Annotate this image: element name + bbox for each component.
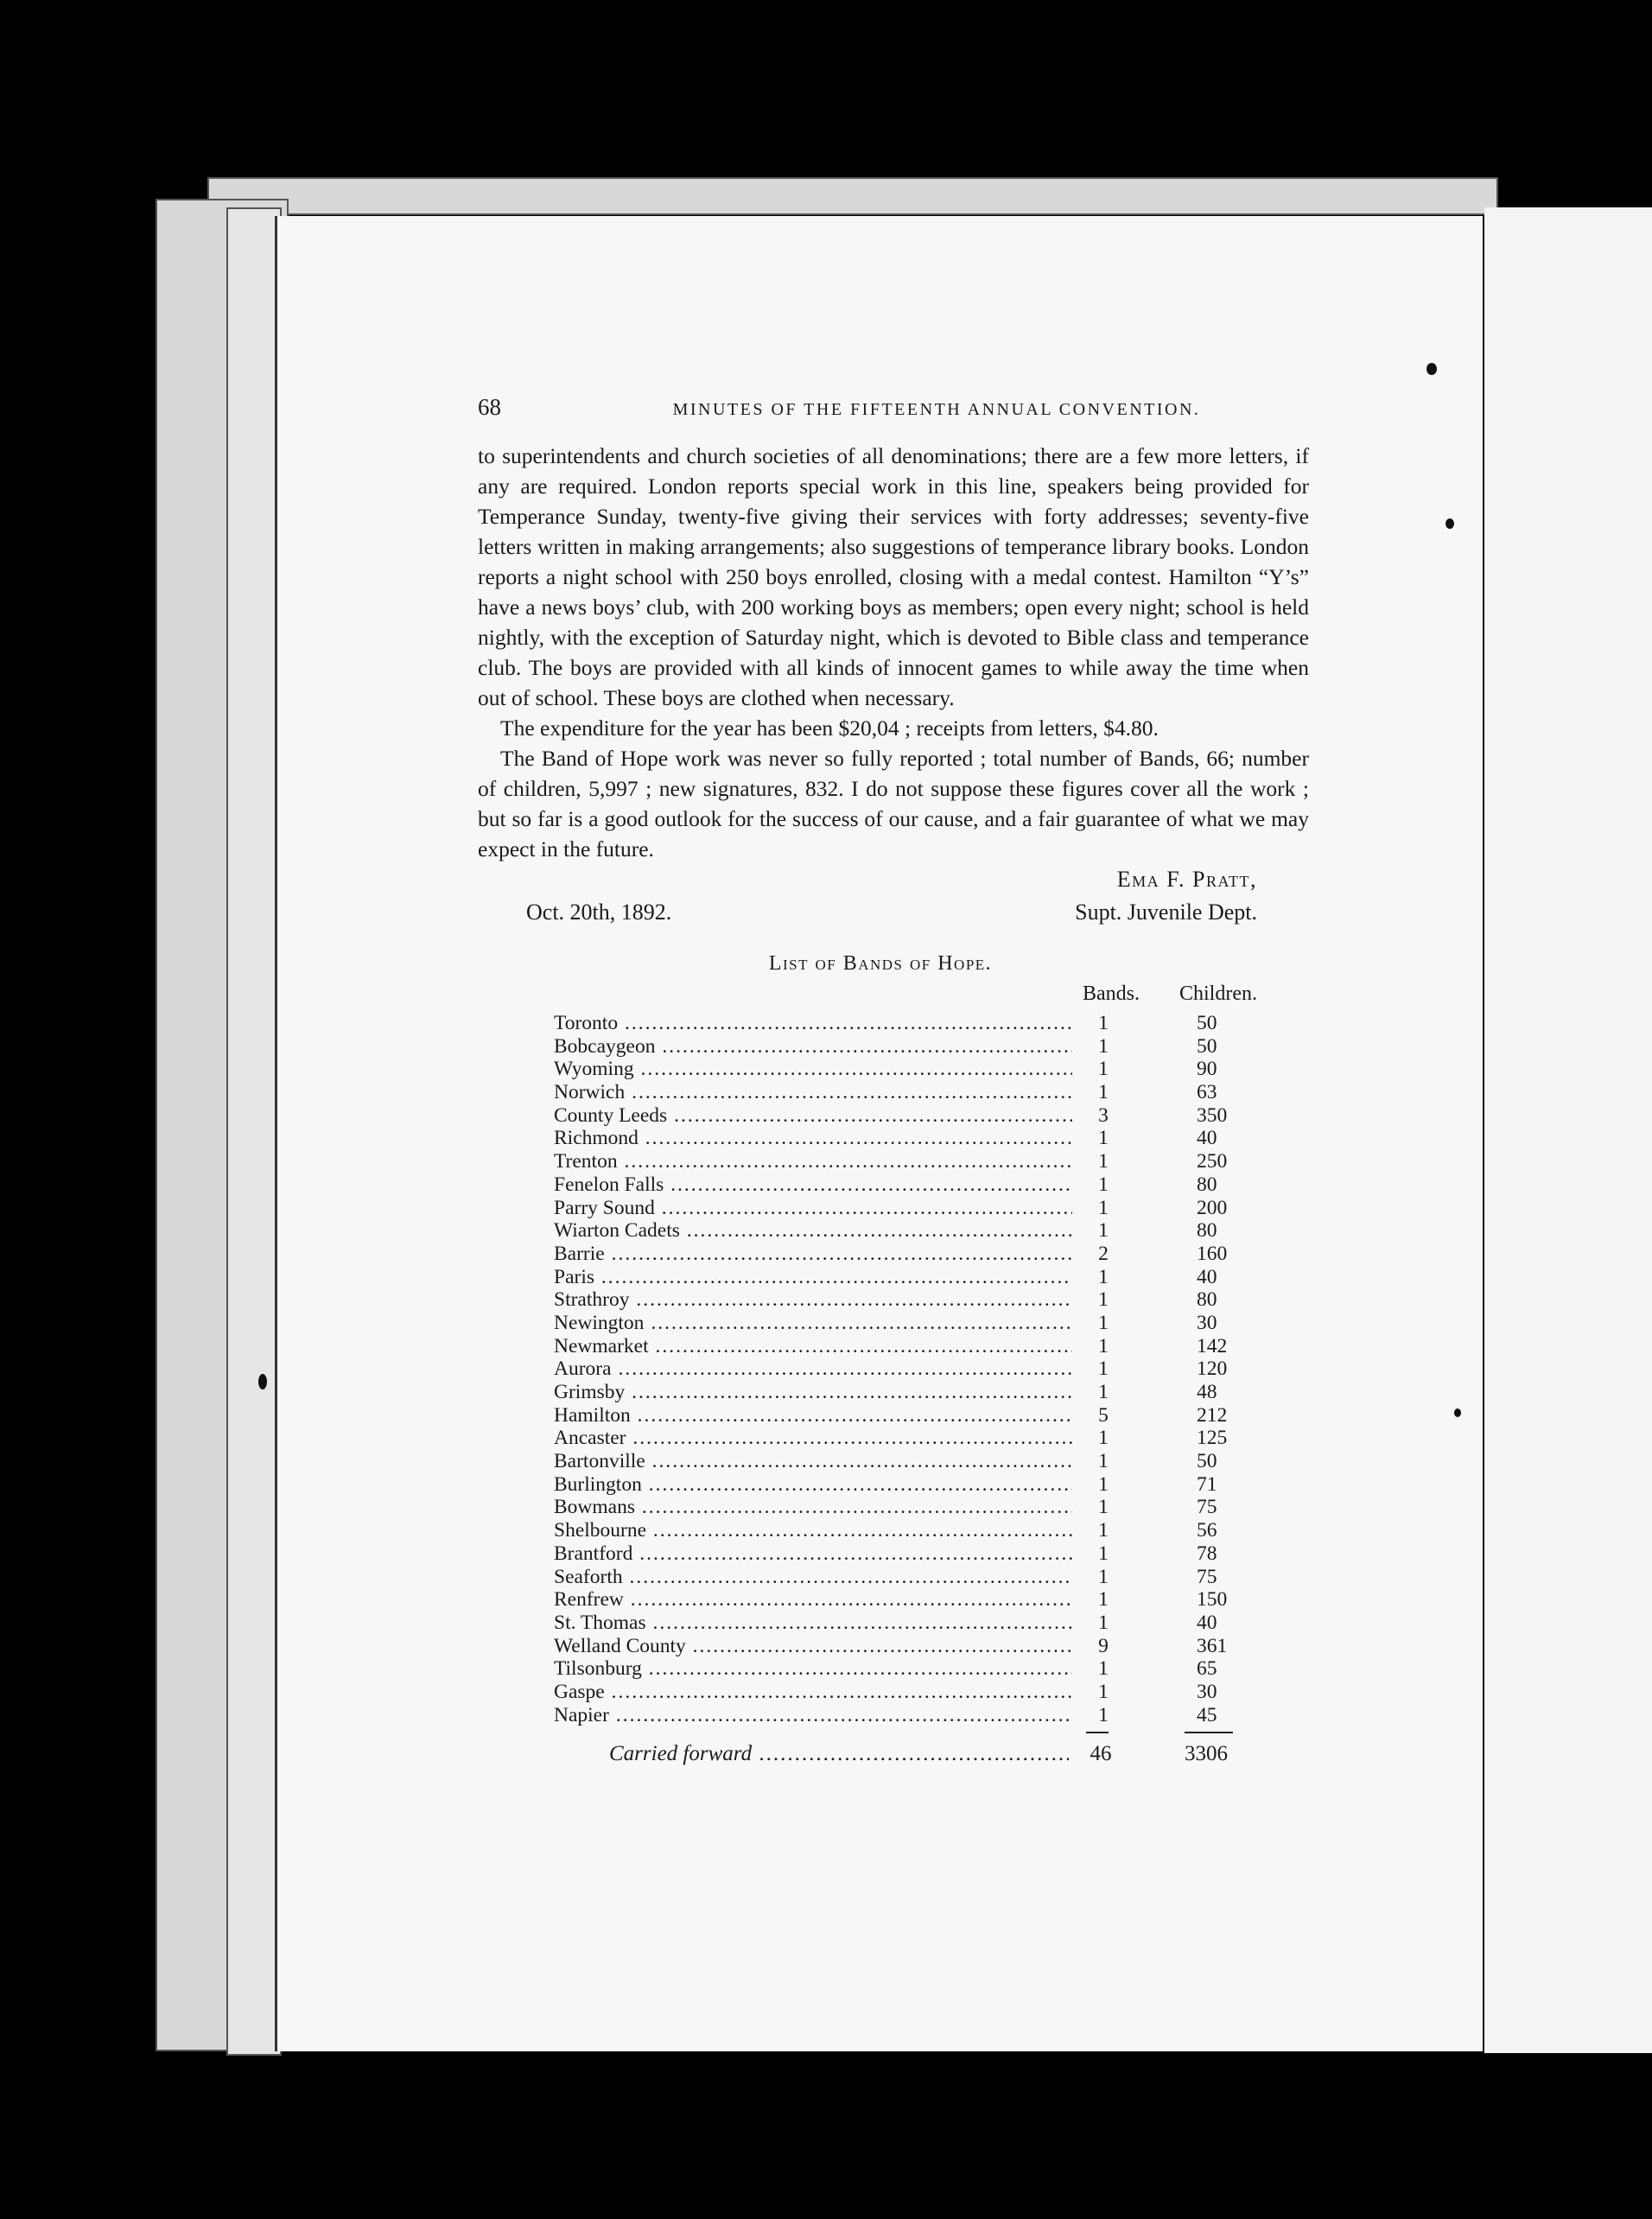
- band-name: [554, 1657, 1072, 1681]
- band-name-text: Napier: [554, 1703, 609, 1726]
- page-stack-edge: [207, 177, 1498, 215]
- band-name: [554, 1681, 1072, 1704]
- list-title: List of Bands of Hope.: [768, 952, 993, 975]
- band-name: [554, 1473, 1072, 1497]
- children-count: 40: [1197, 1127, 1217, 1150]
- band-count: 1: [1098, 1311, 1109, 1334]
- band-count: 1: [1098, 1034, 1109, 1058]
- table-row: [478, 1012, 1309, 1035]
- band-name-text: Tilsonburg: [554, 1657, 642, 1681]
- children-count: 361: [1197, 1634, 1228, 1657]
- column-header-children: Children.: [1179, 982, 1257, 1005]
- band-count: 1: [1098, 1127, 1109, 1150]
- band-count: 1: [1098, 1081, 1109, 1104]
- table-row: [478, 1381, 1309, 1404]
- band-name-text: St. Thomas: [554, 1611, 646, 1634]
- total-label: [609, 1739, 1069, 1770]
- date-title-row: [478, 897, 1309, 928]
- band-name: [554, 1496, 1072, 1519]
- column-header-bands: Bands.: [1083, 982, 1140, 1005]
- band-name-text: Wyoming: [554, 1058, 634, 1081]
- band-name-text: Renfrew: [554, 1588, 624, 1612]
- band-name: [554, 1635, 1072, 1658]
- band-name: [554, 1012, 1072, 1035]
- band-count: 1: [1098, 1565, 1109, 1588]
- table-row: [478, 1173, 1309, 1197]
- band-name-text: Welland County: [554, 1634, 686, 1657]
- band-count: 1: [1098, 1150, 1109, 1173]
- band-name-text: Aurora: [554, 1357, 612, 1381]
- table-row: [478, 1219, 1309, 1243]
- page-number: 68: [478, 394, 501, 420]
- page-content: [478, 394, 1309, 1770]
- children-count: 250: [1197, 1150, 1228, 1173]
- bands-table: [478, 1012, 1309, 1726]
- band-count: 1: [1098, 1519, 1109, 1542]
- children-count: 65: [1197, 1657, 1217, 1681]
- band-name-text: Wiarton Cadets: [554, 1219, 680, 1243]
- band-count: 1: [1098, 1334, 1109, 1357]
- children-count: 80: [1197, 1173, 1217, 1196]
- book-page: [275, 216, 1483, 2051]
- total-label-text: Carried forward: [609, 1742, 753, 1766]
- table-row: [478, 1704, 1309, 1727]
- page-stack-edge: [226, 207, 282, 2056]
- table-row: [478, 1288, 1309, 1312]
- band-name-text: Paris: [554, 1265, 594, 1288]
- band-name-text: Grimsby: [554, 1381, 626, 1403]
- table-row: [478, 1035, 1309, 1059]
- children-count: 142: [1197, 1334, 1228, 1357]
- band-name-text: Seaforth: [554, 1565, 623, 1588]
- children-count: 150: [1197, 1588, 1228, 1612]
- band-name: [554, 1312, 1072, 1335]
- paragraph: The Band of Hope work was never so fully reported ; total number of Bands, 66; number of children, 5,997 ; new signatures, 832. I do not suppose these figures cover all the work ; but so far is a good outlook for the success of our cause, and a fair guarantee of what we may expect in the future.: [478, 746, 1309, 862]
- scan-speck: [1454, 1408, 1461, 1417]
- band-count: 1: [1098, 1173, 1109, 1196]
- scan-speck: [258, 1374, 267, 1389]
- table-row: [478, 1081, 1309, 1104]
- band-name-text: Hamilton: [554, 1403, 631, 1427]
- band-name-text: Fenelon Falls: [554, 1173, 664, 1196]
- band-name: [554, 1219, 1072, 1243]
- band-name: [554, 1197, 1072, 1220]
- table-row: [478, 1404, 1309, 1427]
- band-count: 1: [1098, 1219, 1109, 1243]
- table-row: [478, 1519, 1309, 1542]
- band-count: 1: [1098, 1657, 1109, 1681]
- table-row: [478, 1542, 1309, 1566]
- table-row: [478, 1150, 1309, 1173]
- children-count: 50: [1197, 1012, 1217, 1034]
- band-name-text: Bowmans: [554, 1496, 635, 1519]
- band-name: [554, 1288, 1072, 1312]
- band-count: 1: [1098, 1588, 1109, 1612]
- band-name-text: Parry Sound: [554, 1196, 655, 1219]
- scan-speck: [1426, 363, 1437, 375]
- table-row: [478, 1473, 1309, 1497]
- band-name: [554, 1081, 1072, 1104]
- band-count: 1: [1098, 1058, 1109, 1081]
- band-name: [554, 1612, 1072, 1635]
- band-count: 1: [1098, 1265, 1109, 1288]
- report-date: Oct. 20th, 1892.: [526, 900, 672, 925]
- table-row: [478, 1657, 1309, 1681]
- band-name-text: Gaspe: [554, 1680, 605, 1703]
- band-name: [554, 1404, 1072, 1427]
- band-name: [554, 1335, 1072, 1358]
- band-name: [554, 1450, 1072, 1473]
- body-text: [478, 441, 1309, 864]
- band-name: [554, 1035, 1072, 1059]
- total-rules: [478, 1726, 1309, 1739]
- band-name-text: Newmarket: [554, 1334, 649, 1357]
- paragraph: The expenditure for the year has been $20,04 ; receipts from letters, $4.80.: [500, 715, 1159, 741]
- band-count: 1: [1098, 1472, 1109, 1496]
- band-count: 2: [1098, 1242, 1109, 1265]
- rule-bands: [1086, 1732, 1109, 1733]
- band-name: [554, 1104, 1072, 1128]
- children-count: 80: [1197, 1288, 1217, 1312]
- signatory-title: Supt. Juvenile Dept.: [1075, 900, 1257, 925]
- band-name-text: Ancaster: [554, 1427, 626, 1450]
- band-name-text: Brantford: [554, 1542, 633, 1565]
- band-count: 1: [1098, 1703, 1109, 1726]
- children-count: 56: [1197, 1519, 1217, 1542]
- table-row: [478, 1450, 1309, 1473]
- band-count: 1: [1098, 1680, 1109, 1703]
- children-count: 125: [1197, 1427, 1228, 1450]
- running-head: [478, 394, 1309, 429]
- table-row: [478, 1197, 1309, 1220]
- band-count: 3: [1098, 1103, 1109, 1127]
- band-name-text: Richmond: [554, 1127, 639, 1150]
- band-name-text: Trenton: [554, 1150, 618, 1173]
- facing-page-edge: [1484, 207, 1652, 2053]
- band-name: [554, 1566, 1072, 1589]
- band-name: [554, 1381, 1072, 1404]
- band-count: 1: [1098, 1496, 1109, 1519]
- signature-name: [478, 864, 1257, 895]
- table-row: [478, 1357, 1309, 1381]
- total-children: 3306: [1185, 1742, 1228, 1766]
- children-count: 40: [1197, 1265, 1217, 1288]
- band-name-text: Newington: [554, 1311, 645, 1334]
- band-count: 1: [1098, 1012, 1109, 1034]
- band-count: 9: [1098, 1634, 1109, 1657]
- band-name: [554, 1357, 1072, 1381]
- band-name: [554, 1243, 1072, 1266]
- band-name-text: Strathroy: [554, 1288, 630, 1312]
- band-name: [554, 1266, 1072, 1289]
- paragraph: to superintendents and church societies of all denominations; there are a few more letters, if any are required. London reports special work in this line, speakers being provided for Temperance Sunday, twenty-five giving their services with forty addresses; seventy-five letters written in making arrangements; also suggestions of temperance library books. London reports a night school with 250 boys enrolled, closing with a medal contest. Hamilton “Y’s” have a news boys’ club, with 200 working boys as members; open every night; school is held nightly, with the exception of Saturday night, which is devoted to Bible class and temperance club. The boys are provided with all kinds of innocent games to while away the time when out of school. These boys are clothed when necessary.: [478, 443, 1309, 710]
- total-bands: 46: [1090, 1742, 1112, 1766]
- children-count: 45: [1197, 1703, 1217, 1726]
- children-count: 78: [1197, 1542, 1217, 1565]
- band-name: [554, 1150, 1072, 1173]
- band-name: [554, 1588, 1072, 1612]
- children-count: 50: [1197, 1034, 1217, 1058]
- band-name: [554, 1519, 1072, 1542]
- band-count: 5: [1098, 1403, 1109, 1427]
- children-count: 350: [1197, 1103, 1228, 1127]
- children-count: 212: [1197, 1403, 1228, 1427]
- children-count: 30: [1197, 1311, 1217, 1334]
- band-name-text: Toronto: [554, 1012, 619, 1034]
- band-name: [554, 1542, 1072, 1566]
- children-count: 200: [1197, 1196, 1228, 1219]
- table-row: [478, 1496, 1309, 1519]
- band-name: [554, 1127, 1072, 1150]
- band-count: 1: [1098, 1288, 1109, 1312]
- band-name-text: Bartonville: [554, 1450, 645, 1473]
- children-count: 48: [1197, 1381, 1217, 1403]
- band-count: 1: [1098, 1381, 1109, 1403]
- children-count: 75: [1197, 1565, 1217, 1588]
- table-row: [478, 1588, 1309, 1612]
- children-count: 160: [1197, 1242, 1228, 1265]
- children-count: 30: [1197, 1680, 1217, 1703]
- band-count: 1: [1098, 1450, 1109, 1473]
- band-name-text: Norwich: [554, 1081, 626, 1104]
- signatory-name: Ema F. Pratt,: [1116, 867, 1257, 892]
- table-row: [478, 1681, 1309, 1704]
- band-name: [554, 1173, 1072, 1197]
- band-name-text: Burlington: [554, 1472, 642, 1496]
- band-name-text: County Leeds: [554, 1103, 668, 1127]
- table-row: [478, 1612, 1309, 1635]
- total-row: [478, 1739, 1309, 1770]
- children-count: 120: [1197, 1357, 1228, 1381]
- table-row: [478, 1104, 1309, 1128]
- table-row: [478, 1127, 1309, 1150]
- band-count: 1: [1098, 1542, 1109, 1565]
- band-name: [554, 1058, 1072, 1081]
- children-count: 80: [1197, 1219, 1217, 1243]
- table-row: [478, 1312, 1309, 1335]
- band-count: 1: [1098, 1357, 1109, 1381]
- rule-children: [1185, 1732, 1233, 1733]
- table-row: [478, 1266, 1309, 1289]
- children-count: 75: [1197, 1496, 1217, 1519]
- scan-speck: [1446, 518, 1454, 529]
- band-name-text: Bobcaygeon: [554, 1034, 656, 1058]
- band-count: 1: [1098, 1611, 1109, 1634]
- column-headers: [478, 982, 1309, 1012]
- band-count: 1: [1098, 1427, 1109, 1450]
- band-name: [554, 1704, 1072, 1727]
- table-row: [478, 1335, 1309, 1358]
- table-row: [478, 1243, 1309, 1266]
- table-row: [478, 1427, 1309, 1450]
- running-title: MINUTES OF THE FIFTEENTH ANNUAL CONVENTION.: [672, 400, 1201, 419]
- table-row: [478, 1635, 1309, 1658]
- children-count: 50: [1197, 1450, 1217, 1473]
- table-row: [478, 1058, 1309, 1081]
- band-name: [554, 1427, 1072, 1450]
- children-count: 71: [1197, 1472, 1217, 1496]
- children-count: 40: [1197, 1611, 1217, 1634]
- table-row: [478, 1566, 1309, 1589]
- children-count: 90: [1197, 1058, 1217, 1081]
- children-count: 63: [1197, 1081, 1217, 1104]
- band-count: 1: [1098, 1196, 1109, 1219]
- band-name-text: Shelbourne: [554, 1519, 647, 1542]
- band-name-text: Barrie: [554, 1242, 605, 1265]
